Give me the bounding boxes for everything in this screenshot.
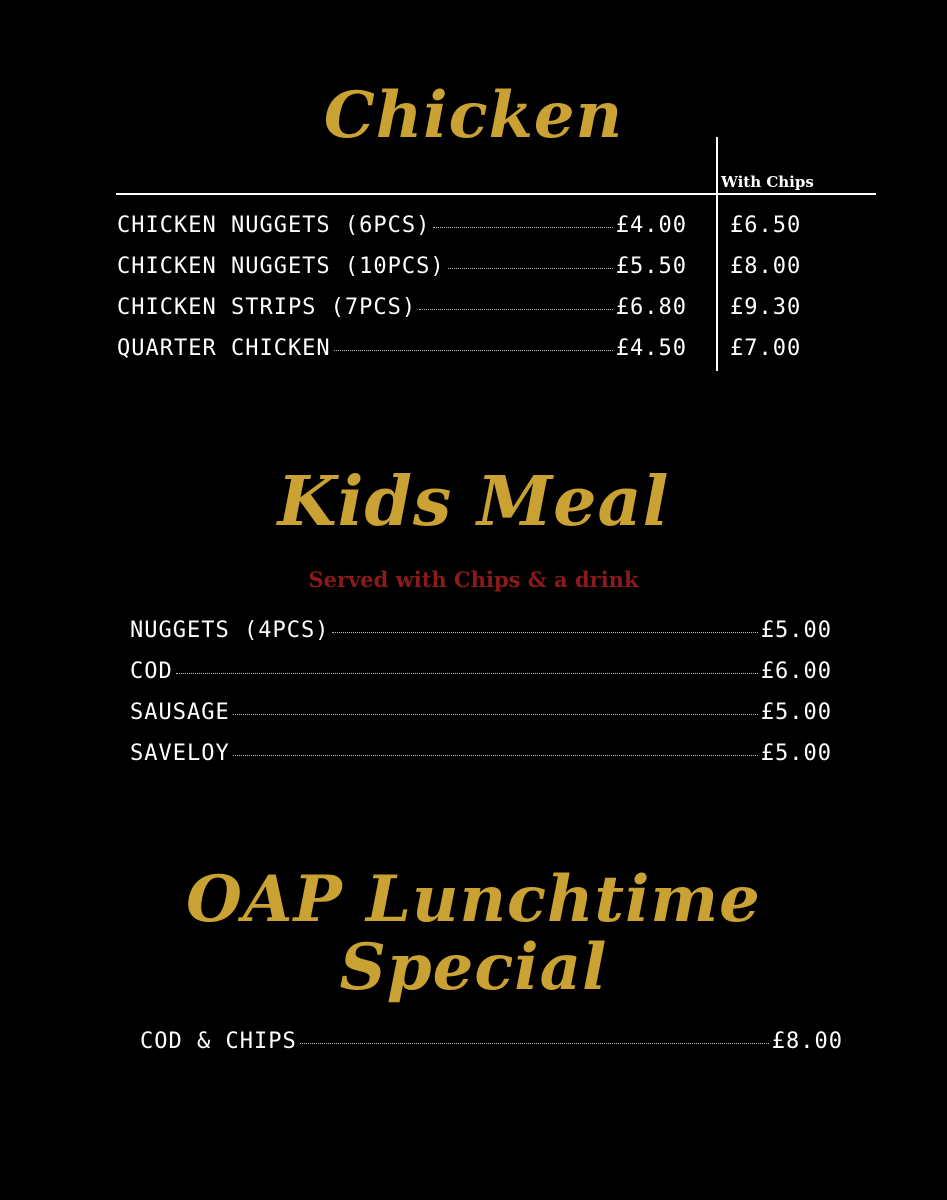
kids-meal-title: Kids Meal xyxy=(277,462,670,542)
item-name: COD xyxy=(130,659,173,684)
column-divider xyxy=(716,137,718,371)
item-name: COD & CHIPS xyxy=(140,1029,297,1054)
dot-leader xyxy=(332,632,757,633)
with-chips-header: With Chips xyxy=(721,173,814,191)
dot-leader xyxy=(433,227,612,228)
list-item xyxy=(130,659,832,684)
list-item xyxy=(130,741,832,766)
item-price: £6.80 xyxy=(615,295,687,320)
item-name: QUARTER CHICKEN xyxy=(117,336,331,361)
dot-leader xyxy=(176,673,758,674)
item-price: £5.00 xyxy=(760,700,832,725)
item-name: CHICKEN NUGGETS (6PCS) xyxy=(117,213,431,238)
list-item xyxy=(130,618,832,643)
dot-leader xyxy=(334,350,613,351)
dot-leader xyxy=(448,268,613,269)
item-price: £5.00 xyxy=(760,618,832,643)
item-price: £5.00 xyxy=(760,741,832,766)
kids-meal-subtitle: Served with Chips & a drink xyxy=(308,567,639,592)
list-item xyxy=(117,336,687,361)
list-item xyxy=(117,213,687,238)
dot-leader xyxy=(419,309,613,310)
list-item xyxy=(130,700,832,725)
item-name: NUGGETS (4PCS) xyxy=(130,618,330,643)
list-item xyxy=(117,295,687,320)
list-item xyxy=(140,1029,843,1054)
oap-title-line1: OAP Lunchtime xyxy=(186,862,761,937)
item-price: £4.00 xyxy=(615,213,687,238)
item-with-chips-price: £7.00 xyxy=(730,336,802,361)
oap-title-line2: Special xyxy=(339,930,608,1005)
item-with-chips-price: £9.30 xyxy=(730,295,802,320)
list-item xyxy=(117,254,687,279)
chicken-title: Chicken xyxy=(323,78,624,153)
item-name: CHICKEN STRIPS (7PCS) xyxy=(117,295,417,320)
dot-leader xyxy=(233,755,758,756)
item-name: SAVELOY xyxy=(130,741,230,766)
item-with-chips-price: £6.50 xyxy=(730,213,802,238)
item-with-chips-price: £8.00 xyxy=(730,254,802,279)
item-name: SAUSAGE xyxy=(130,700,230,725)
header-divider xyxy=(116,193,876,195)
item-price: £8.00 xyxy=(771,1029,843,1054)
item-name: CHICKEN NUGGETS (10PCS) xyxy=(117,254,445,279)
item-price: £5.50 xyxy=(615,254,687,279)
dot-leader xyxy=(300,1043,769,1044)
item-price: £6.00 xyxy=(760,659,832,684)
dot-leader xyxy=(233,714,758,715)
item-price: £4.50 xyxy=(615,336,687,361)
